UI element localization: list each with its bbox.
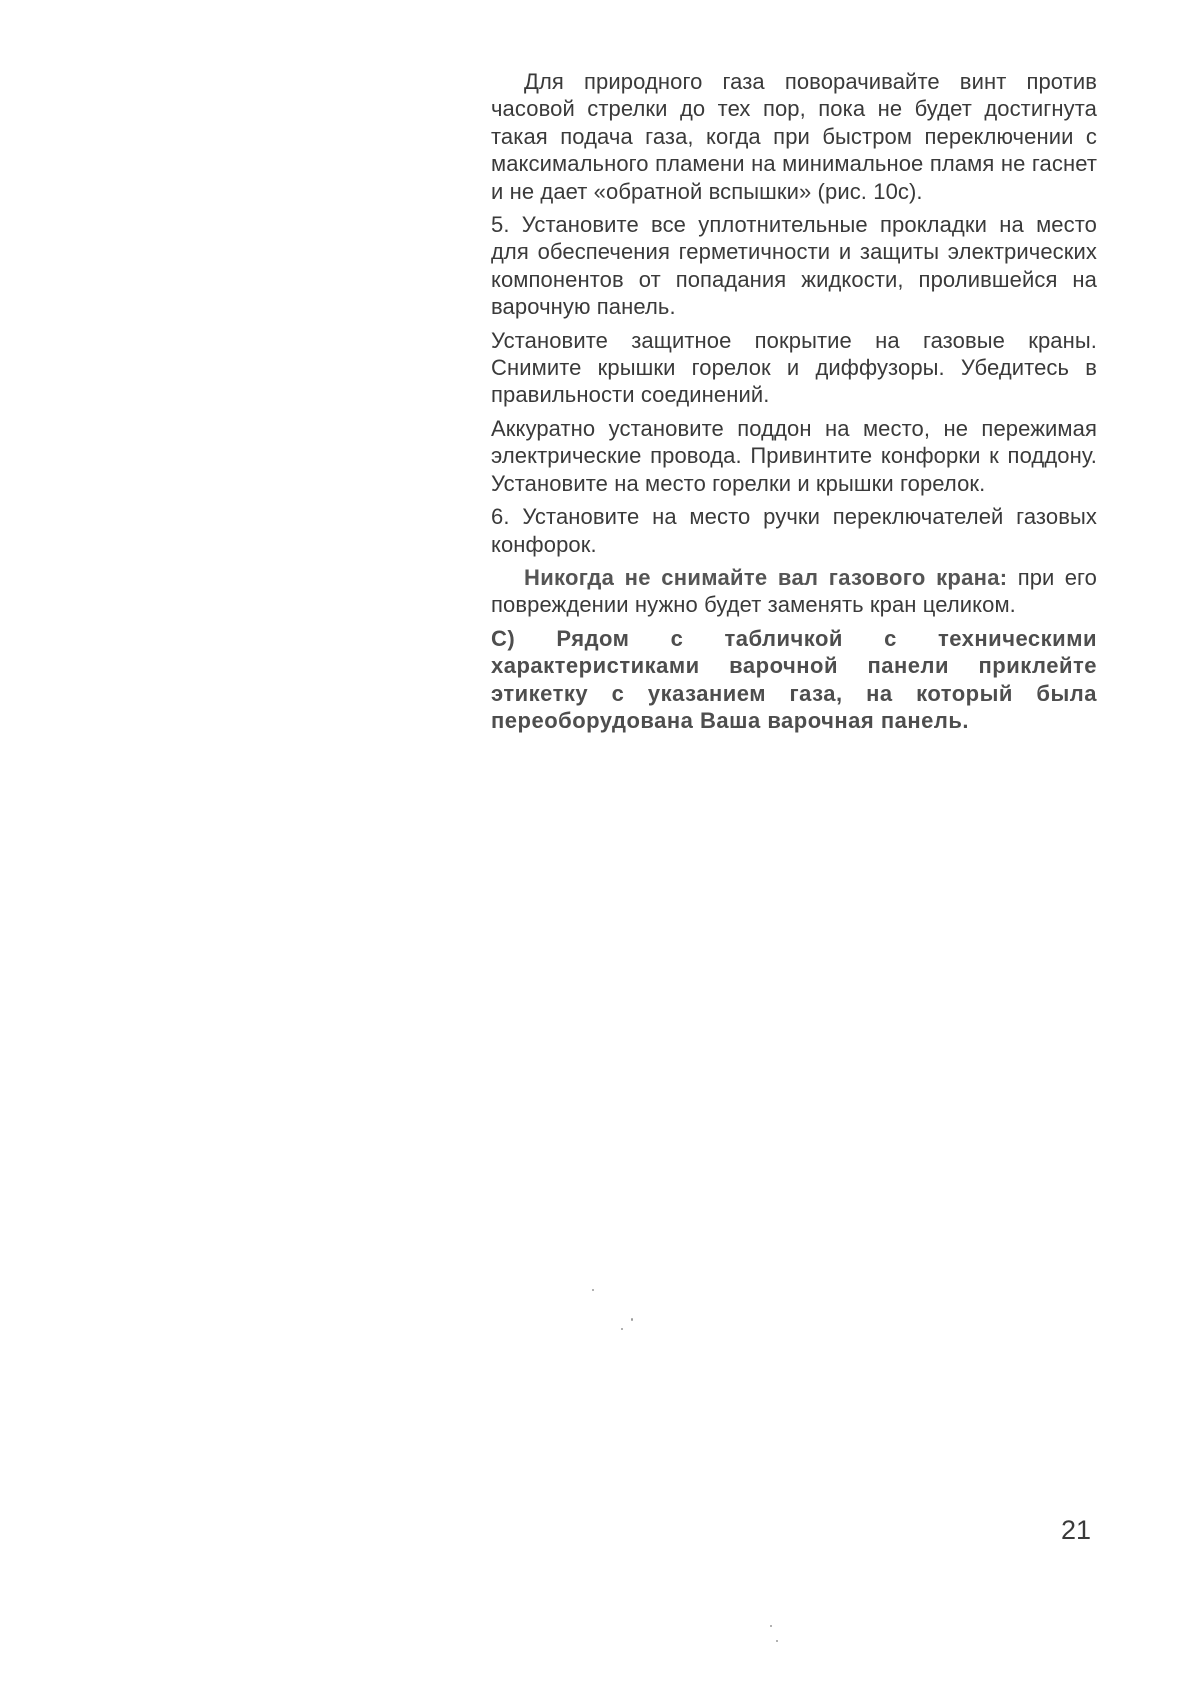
- paragraph-text: С) Рядом с табличкой с техническими характеристиками варочной панели приклейте этикетку с указанием газа, на который была переоборудована Ваша варочная панель.: [491, 625, 1097, 733]
- paragraph-text: Установите защитное покрытие на газовые краны. Снимите крышки горелок и диффузоры. Убедитесь в правильности соединений.: [491, 327, 1097, 408]
- paragraph-step-c: [491, 625, 1097, 735]
- paragraph-protective-cover: [491, 327, 1097, 409]
- scan-speck: [592, 1289, 594, 1291]
- paragraph-text: при его повреждении нужно будет заменять кран целиком.: [491, 564, 1098, 618]
- scan-speck: [776, 1640, 778, 1642]
- paragraph-text: Для природного газа поворачивайте винт против часовой стрелки до тех пор, пока не будет достигнута такая подача газа, когда при быстром переключении с максимального пламени на минимальное пламя не гаснет и не дает «обратной вспышки» (рис. 10с).: [491, 69, 1097, 204]
- paragraph-natural-gas: [491, 68, 1097, 205]
- scan-speck: [621, 1328, 623, 1330]
- paragraph-step-6: [491, 503, 1097, 558]
- warning-lead: Никогда не снимайте вал газового крана:: [524, 564, 1008, 590]
- paragraph-text: Аккуратно установите поддон на место, не пережимая электрические провода. Привинтите конфорки к поддону. Установите на место горелки и крышки горелок.: [491, 415, 1097, 496]
- paragraph-warning: [491, 564, 1097, 619]
- scan-speck: [770, 1625, 772, 1627]
- page-number: 21: [1061, 1515, 1092, 1545]
- text-column: [491, 68, 1097, 740]
- paragraph-text: 6. Установите на место ручки переключателей газовых конфорок.: [491, 504, 1097, 557]
- scan-speck: [631, 1318, 633, 1321]
- paragraph-text: 5. Установите все уплотнительные прокладки на место для обеспечения герметичности и защиты электрических компонентов от попадания жидкости, пролившейся на варочную панель.: [491, 212, 1097, 320]
- paragraph-tray: [491, 415, 1097, 497]
- paragraph-step-5: [491, 211, 1097, 321]
